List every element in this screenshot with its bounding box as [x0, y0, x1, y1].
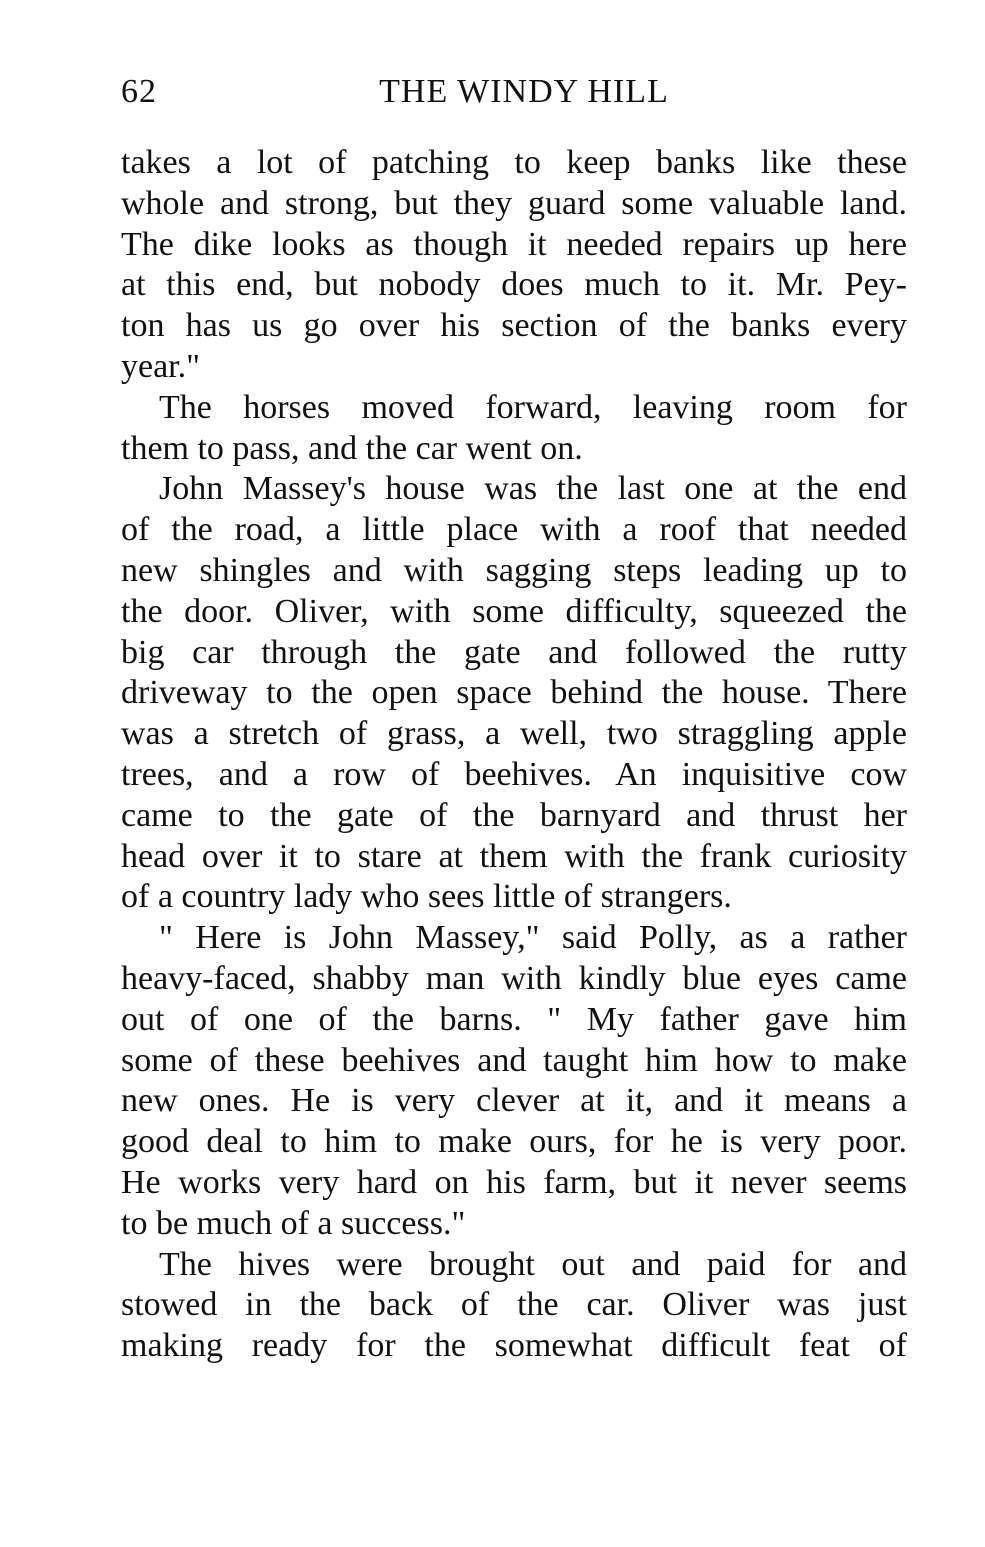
text-line: takes a lot of patching to keep banks like these: [121, 144, 907, 181]
page-number: 62: [121, 73, 157, 110]
text-line: whole and strong, but they guard some valuable land.: [121, 184, 907, 222]
running-title: THE WINDY HILL: [379, 73, 669, 110]
text-line: big car through the gate and followed the rutty: [121, 633, 907, 671]
text-line: at this end, but nobody does much to it. Mr. Pey-: [121, 266, 907, 304]
running-head: [121, 70, 907, 114]
text-line: came to the gate of the barnyard and thrust her: [121, 796, 907, 834]
text-line: was a stretch of grass, a well, two straggling apple: [121, 715, 907, 753]
text-line: of a country lady who sees little of strangers.: [121, 878, 732, 916]
text-line: The horses moved forward, leaving room for: [159, 388, 907, 426]
text-line: driveway to the open space behind the house. There: [121, 674, 907, 712]
text-line: trees, and a row of beehives. An inquisitive cow: [121, 755, 907, 793]
text-line: good deal to him to make ours, for he is very poor.: [121, 1123, 907, 1161]
text-line: making ready for the somewhat difficult feat of: [121, 1327, 907, 1365]
text-line: out of one of the barns. " My father gave him: [121, 1000, 907, 1038]
text-line: them to pass, and the car went on.: [121, 429, 583, 467]
text-line: new ones. He is very clever at it, and it means a: [121, 1082, 907, 1120]
body-text: [121, 143, 907, 1367]
text-line: The hives were brought out and paid for and: [159, 1245, 907, 1283]
text-line: year.": [121, 347, 201, 385]
text-line: He works very hard on his farm, but it never seems: [121, 1163, 907, 1201]
text-line: head over it to stare at them with the frank curiosity: [121, 837, 907, 875]
text-line: the door. Oliver, with some difficulty, squeezed the: [121, 592, 907, 630]
text-line: some of these beehives and taught him how to make: [121, 1041, 907, 1079]
text-line: stowed in the back of the car. Oliver was just: [121, 1286, 907, 1324]
text-line: to be much of a success.": [121, 1204, 466, 1242]
text-line: The dike looks as though it needed repairs up here: [121, 225, 907, 263]
text-line: of the road, a little place with a roof that needed: [121, 511, 907, 549]
text-line: heavy-faced, shabby man with kindly blue eyes came: [121, 959, 907, 997]
text-line: ton has us go over his section of the banks every: [121, 307, 907, 345]
text-line: new shingles and with sagging steps leading up to: [121, 551, 907, 589]
text-line: " Here is John Massey," said Polly, as a rather: [159, 919, 907, 957]
text-line: John Massey's house was the last one at the end: [159, 470, 907, 508]
